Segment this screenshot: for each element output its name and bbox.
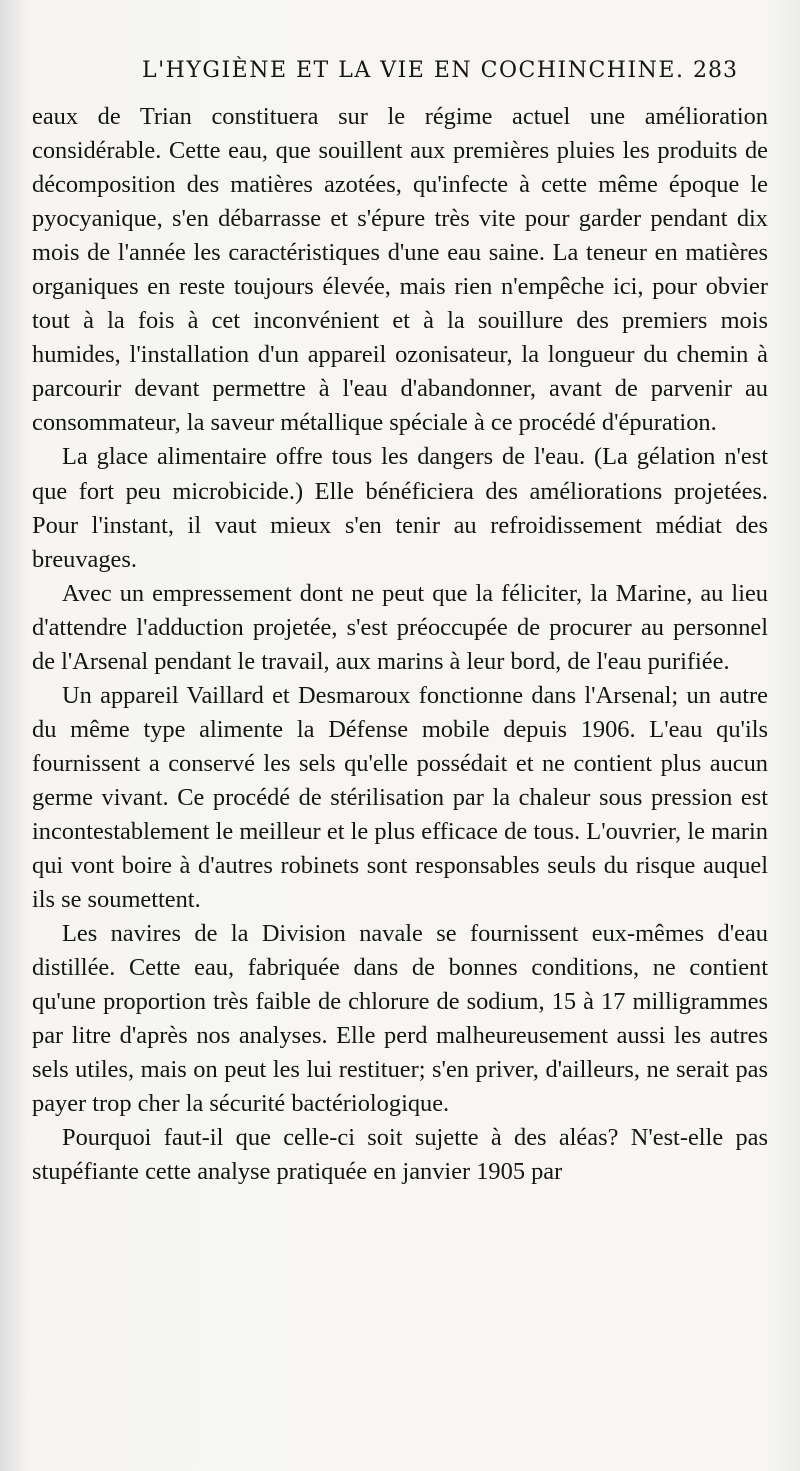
running-title: L'HYGIÈNE ET LA VIE EN COCHINCHINE. xyxy=(142,58,685,83)
paragraph-6: Pourquoi faut-il que celle-ci soit sujette à des aléas? N'est-elle pas stupéfiante cette analyse pratiquée en janvier 1905 par xyxy=(32,1124,768,1186)
page-header xyxy=(142,58,738,88)
paragraph-1: eaux de Trian constituera sur le régime actuel une amélioration considérable. Cette eau, que souillent aux premières pluies les produits de décomposition des matières azotées, qu'infecte à cette même époque le pyocyanique, s'en débarrasse et s'épure très vite pour garder pendant dix mois de l'année les caractéristiques d'une eau saine. La teneur en matières organiques en reste toujours élevée, mais rien n'empêche ici, pour obvier tout à la fois à cet inconvénient et à la souillure des premiers mois humides, l'installation d'un appareil ozonisateur, la longueur du chemin à parcourir devant permettre à l'eau d'abandonner, avant de parvenir au consommateur, la saveur métallique spéciale à ce procédé d'épuration. xyxy=(32,103,768,437)
paragraph-2: La glace alimentaire offre tous les dangers de l'eau. (La gélation n'est que fort peu microbicide.) Elle bénéficiera des améliorations projetées. Pour l'instant, il vaut mieux s'en tenir au refroidissement médiat des breuvages. xyxy=(32,443,768,573)
paragraph-5: Les navires de la Division navale se fournissent eux-mêmes d'eau distillée. Cette eau, fabriquée dans de bonnes conditions, ne contient qu'une proportion très faible de chlorure de sodium, 15 à 17 milligrammes par litre d'après nos analyses. Elle perd malheureusement aussi les autres sels utiles, mais on peut les lui restituer; s'en priver, d'ailleurs, ne serait pas payer trop cher la sécurité bactériologique. xyxy=(32,920,768,1118)
paragraph-4: Un appareil Vaillard et Desmaroux fonctionne dans l'Arsenal; un autre du même type alimente la Défense mobile depuis 1906. L'eau qu'ils fournissent a conservé les sels qu'elle possédait et ne contient plus aucun germe vivant. Ce procédé de stérilisation par la chaleur sous pression est incontestablement le meilleur et le plus efficace de tous. L'ouvrier, le marin qui vont boire à d'autres robinets sont responsables seuls du risque auquel ils se soumettent. xyxy=(32,681,768,914)
body-text xyxy=(32,100,768,1190)
paragraph-3: Avec un empressement dont ne peut que la féliciter, la Marine, au lieu d'attendre l'adduction projetée, s'est préoccupée de procurer au personnel de l'Arsenal pendant le travail, aux marins à leur bord, de l'eau purifiée. xyxy=(32,579,768,675)
page-number: 283 xyxy=(693,58,738,83)
